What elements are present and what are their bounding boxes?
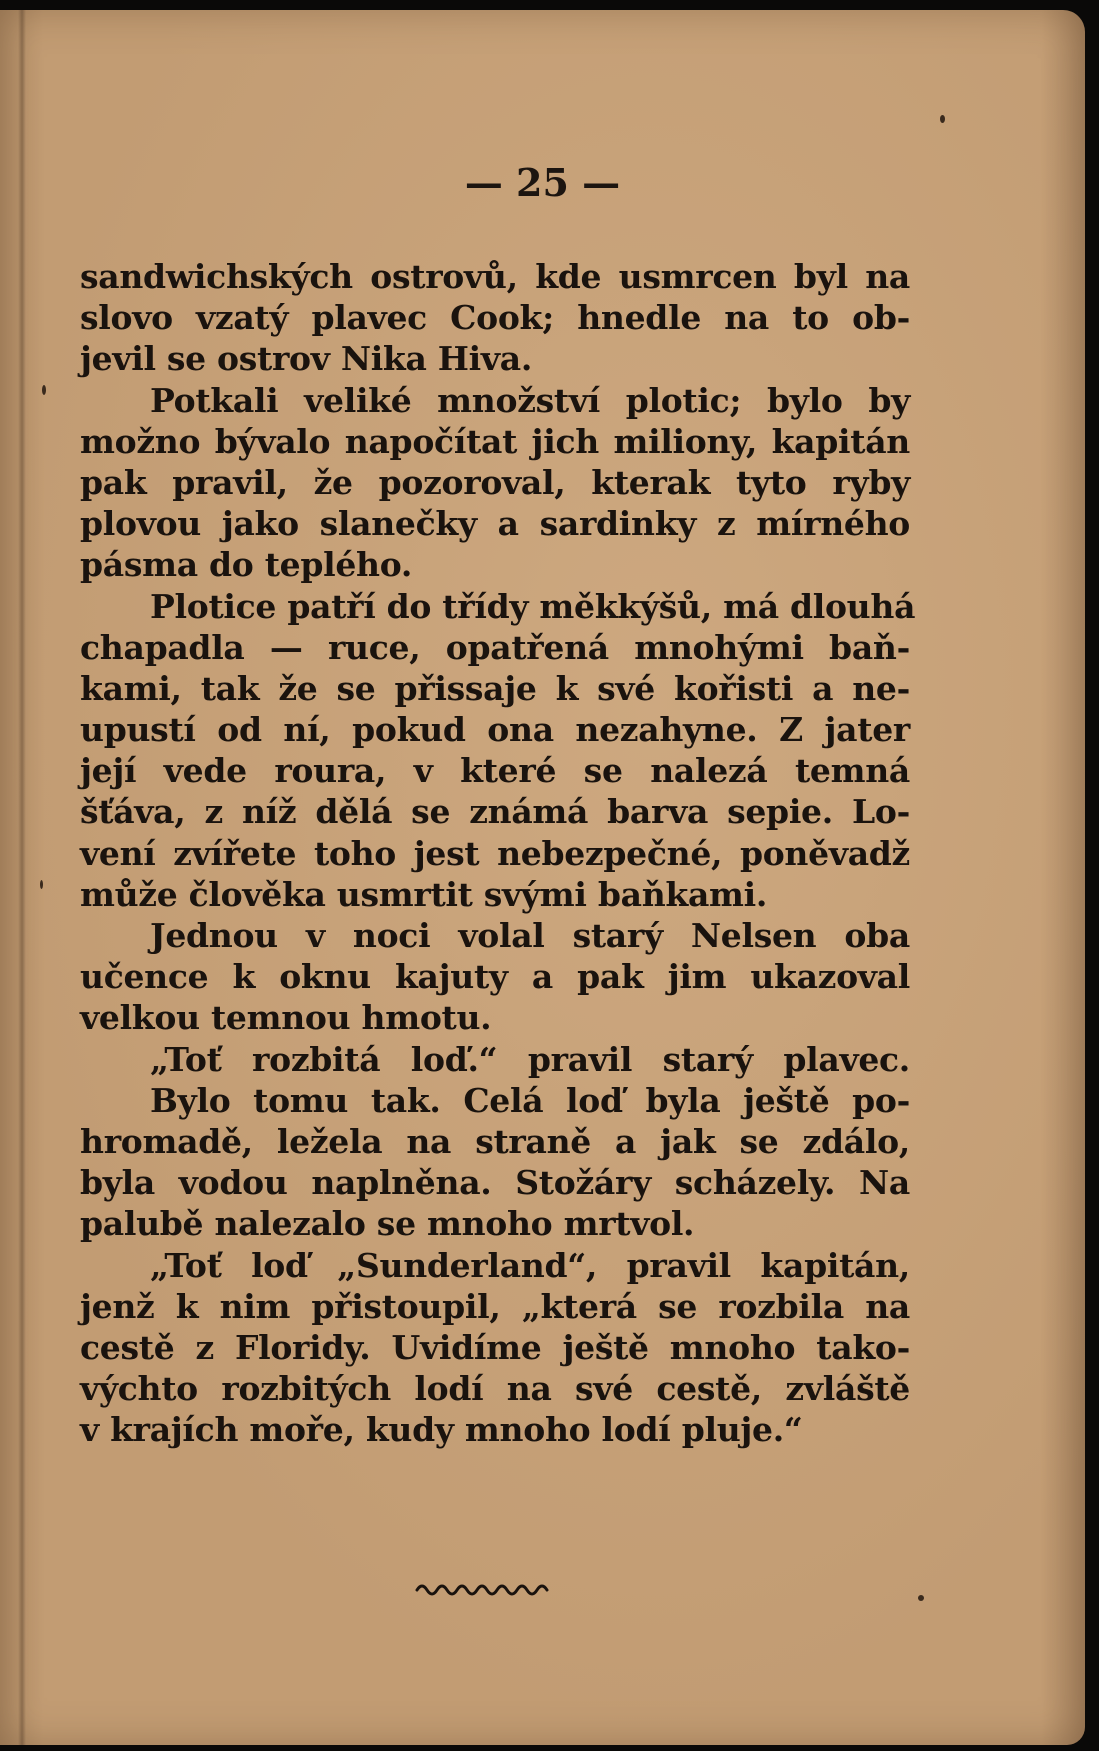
text-line: Bylo tomu tak. Celá loď byla ještě po- (150, 1080, 910, 1120)
text-line: palubě nalezalo se mnoho mrtvol. (80, 1204, 695, 1244)
text-line: Jednou v noci volal starý Nelsen oba (150, 916, 910, 955)
text-line: výchto rozbitých lodí na své cestě, zvláště (80, 1369, 910, 1409)
text-line: „Toť rozbitá loď.“ pravil starý plavec. (150, 1039, 910, 1079)
paper-speck (940, 115, 945, 123)
page-gutter-shadow (18, 10, 26, 1745)
text-line: slovo vzatý plavec Cook; hnedle na to ob- (80, 298, 910, 338)
text-line: „Toť loď „Sunderland“, pravil kapitán, (150, 1245, 910, 1285)
text-line: vení zvířete toho jest nebezpečné, poněvadž (80, 833, 910, 873)
text-line: jevil se ostrov Nika Hiva. (80, 339, 533, 379)
text-line: plovou jako slanečky a sardinky z mírného (80, 504, 910, 544)
text-line: pásma do teplého. (80, 545, 413, 585)
text-line: upustí od ní, pokud ona nezahyne. Z jater (80, 710, 910, 750)
page-body-text (80, 256, 916, 1450)
text-line: velkou temnou hmotu. (80, 998, 492, 1038)
text-line: chapadla — ruce, opatřená mnohými baň- (80, 627, 910, 667)
paper-speck (918, 1595, 924, 1601)
paper-speck (40, 880, 43, 889)
text-line: možno bývalo napočítat jich miliony, kapitán (80, 421, 910, 461)
wavy-rule-ornament (415, 1578, 555, 1598)
text-line: hromadě, ležela na straně a jak se zdálo, (80, 1121, 910, 1161)
book-page (0, 10, 1085, 1745)
text-line: cestě z Floridy. Uvidíme ještě mnoho tako- (80, 1327, 910, 1367)
page-number: — 25 — (464, 160, 621, 205)
text-line: učence k oknu kajuty a pak jim ukazoval (80, 957, 910, 997)
paper-speck (42, 385, 46, 395)
text-line: sandwichských ostrovů, kde usmrcen byl na (80, 257, 910, 296)
text-line: šťáva, z níž dělá se známá barva sepie. Lo- (80, 792, 910, 832)
text-line: Potkali veliké množství plotic; bylo by (150, 380, 910, 420)
text-line: v krajích moře, kudy mnoho lodí pluje.“ (80, 1410, 803, 1450)
text-line: může člověka usmrtit svými baňkami. (80, 874, 768, 914)
text-line: jenž k nim přistoupil, „která se rozbila na (80, 1286, 910, 1326)
text-line: pak pravil, že pozoroval, kterak tyto ryby (80, 462, 910, 502)
text-line: kami, tak že se přissaje k své kořisti a ne- (80, 668, 910, 708)
text-line: Plotice patří do třídy měkkýšů, má dlouhá (150, 586, 916, 626)
text-line: byla vodou naplněna. Stožáry scházely. Na (80, 1163, 910, 1203)
text-line: její vede roura, v které se nalezá temná (80, 751, 910, 791)
